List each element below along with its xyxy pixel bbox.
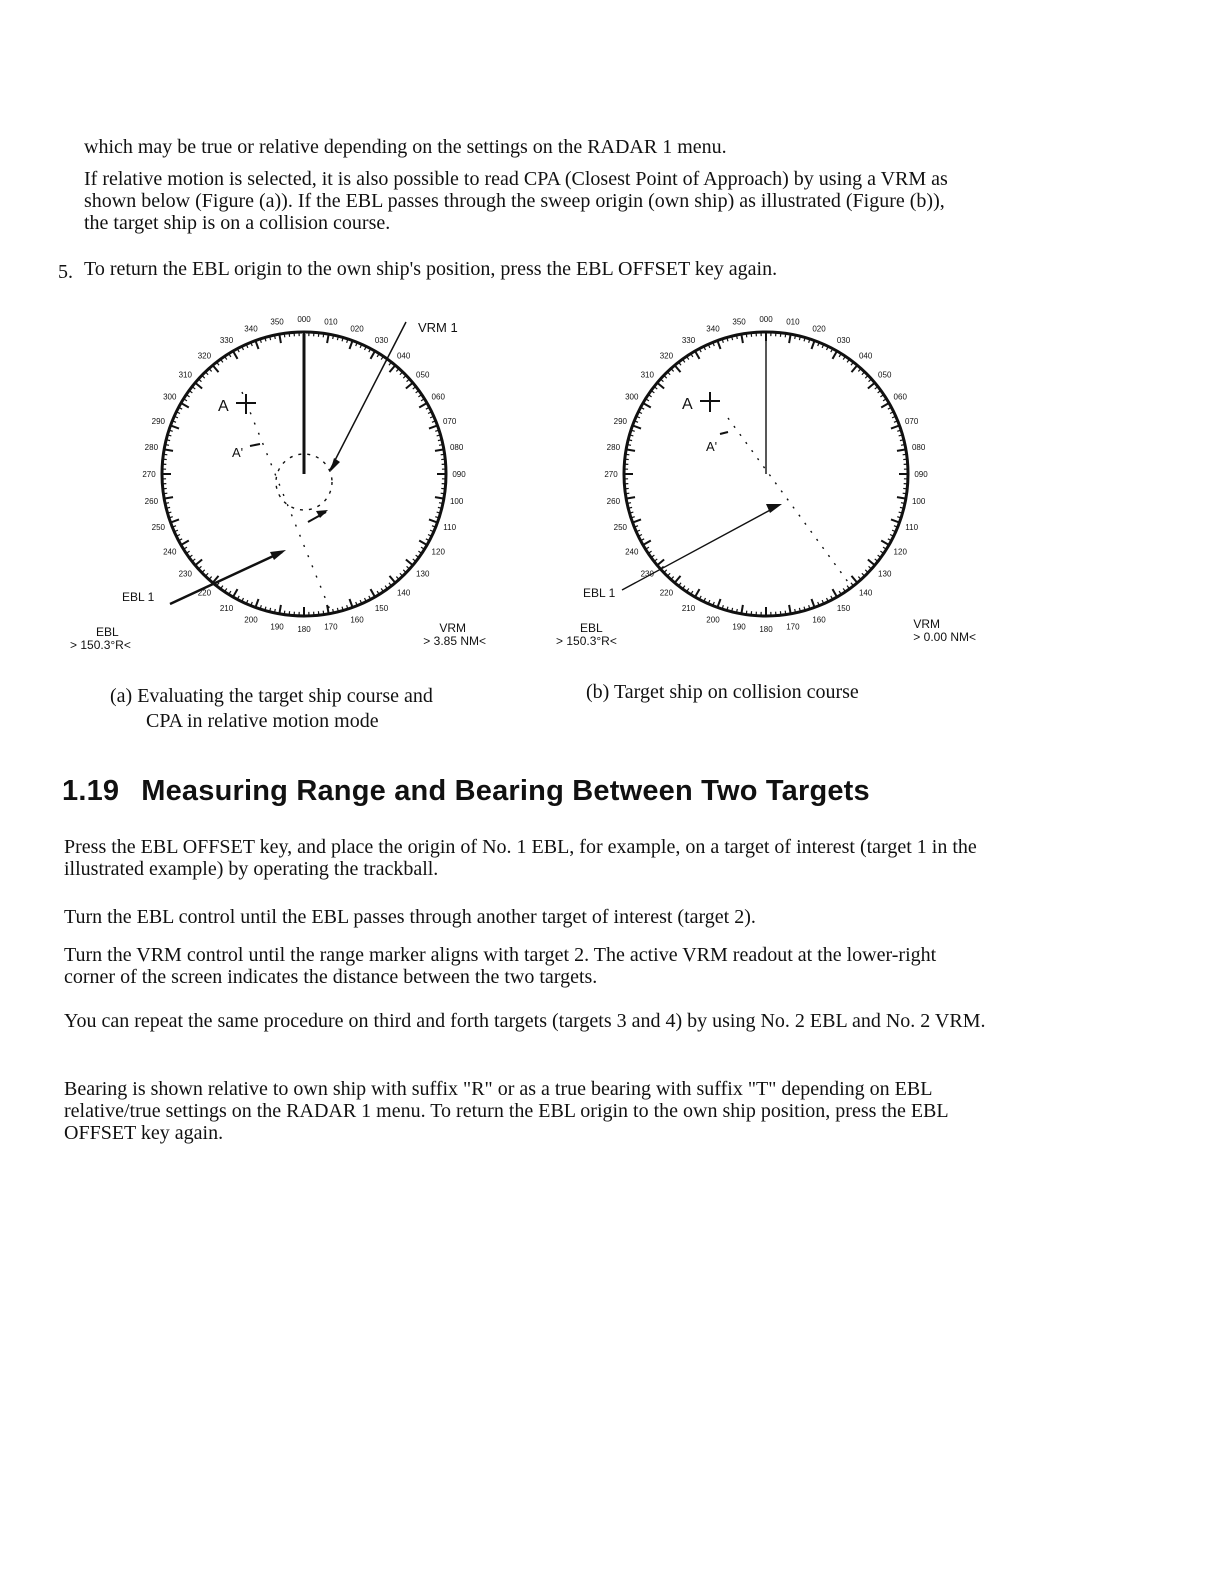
bearing-label: 330 xyxy=(219,335,234,345)
bearing-label: 170 xyxy=(786,622,800,632)
bearing-label: 290 xyxy=(151,416,166,426)
bearing-label: 130 xyxy=(416,569,430,579)
step-number: 5. xyxy=(58,261,73,283)
bearing-tick xyxy=(833,589,838,597)
bearing-tick xyxy=(327,334,329,343)
bearing-tick xyxy=(164,449,173,451)
bearing-tick xyxy=(657,383,664,389)
bearing-label: 340 xyxy=(244,324,258,334)
target-cross-a xyxy=(236,394,256,414)
bearing-tick xyxy=(323,333,324,337)
bearing-label: 170 xyxy=(324,622,338,632)
bearing-label: 250 xyxy=(151,523,166,533)
ebl-readout-b xyxy=(556,622,617,648)
vrm-readout-a xyxy=(380,622,486,648)
vrm-readout-value-b: > 0.00 NM< xyxy=(913,630,976,644)
bearing-tick xyxy=(279,605,281,614)
bearing-tick xyxy=(181,403,189,408)
bearing-label: 050 xyxy=(416,370,430,380)
cpa-paragraph: If relative motion is selected, it is also possible to read CPA (Closest Point of Approach) by using a VRM as shown below (Figure (a)). If the EBL passes through the sweep origin (own ship) as illustrated (Figure (b)), the target ship is on a collision course. xyxy=(84,168,948,234)
bearing-tick xyxy=(627,503,631,504)
bearing-label: 220 xyxy=(197,588,212,598)
bearing-tick xyxy=(795,609,796,613)
bearing-label: 280 xyxy=(606,443,621,453)
vrm-arrowhead-a xyxy=(330,458,340,472)
bearing-label: 340 xyxy=(706,324,720,334)
bearing-label: 210 xyxy=(219,604,234,614)
bearing-label: 160 xyxy=(812,615,826,625)
bearing-label: 290 xyxy=(613,416,628,426)
section-paragraph: Press the EBL OFFSET key, and place the origin of No. 1 EBL, for example, on a target of interest (target 1 in the illustrated example) by operating the trackball. xyxy=(64,836,977,880)
bearing-tick xyxy=(406,559,413,565)
ebl-readout-value-b: > 150.3°R< xyxy=(556,634,617,648)
bearing-tick xyxy=(333,335,334,339)
bearing-label: 280 xyxy=(144,443,159,453)
bearing-label: 010 xyxy=(786,317,800,327)
vrm-1-label: VRM 1 xyxy=(418,320,458,335)
bearing-label: 250 xyxy=(613,523,628,533)
bearing-tick xyxy=(274,609,275,613)
vrm-readout-value-a: > 3.85 NM< xyxy=(423,634,486,648)
bearing-tick xyxy=(429,519,437,522)
bearing-label: 240 xyxy=(163,547,177,557)
bearing-label: 090 xyxy=(914,470,928,479)
bearing-label: 060 xyxy=(431,392,445,402)
bearing-tick xyxy=(901,503,905,504)
bearing-label: 190 xyxy=(270,622,284,632)
bearing-tick xyxy=(868,559,875,565)
bearing-label: 040 xyxy=(396,351,411,361)
bearing-tick xyxy=(213,365,219,372)
bearing-tick xyxy=(406,383,413,389)
bearing-label: 190 xyxy=(732,622,746,632)
bearing-tick xyxy=(833,351,838,359)
bearing-tick xyxy=(419,541,427,546)
bearing-label: 100 xyxy=(449,496,464,506)
bearing-label: 310 xyxy=(640,370,654,380)
bearing-tick xyxy=(233,589,238,597)
bearing-tick xyxy=(897,449,906,451)
bearing-tick xyxy=(746,333,747,337)
bearing-label: 210 xyxy=(681,604,696,614)
bearing-tick xyxy=(795,335,796,339)
bearing-tick xyxy=(746,611,747,615)
target-track-b xyxy=(728,418,848,582)
bearing-tick xyxy=(741,334,743,343)
bearing-label: 320 xyxy=(197,351,212,361)
section-heading xyxy=(62,775,870,808)
section-paragraph: Turn the VRM control until the range marker aligns with target 2. The active VRM readout at the lower-right corner of the screen indicates the distance between the two targets. xyxy=(64,944,937,988)
bearing-label: 300 xyxy=(163,392,177,402)
bearing-tick xyxy=(903,454,907,455)
bearing-label: 180 xyxy=(297,625,311,634)
bearing-tick xyxy=(195,383,202,389)
bearing-tick xyxy=(441,493,445,494)
bearing-tick xyxy=(675,576,681,583)
bearing-tick xyxy=(868,383,875,389)
bearing-label: 030 xyxy=(836,335,851,345)
bearing-label: 330 xyxy=(681,335,696,345)
bearing-label: 140 xyxy=(858,588,873,598)
bearing-tick xyxy=(626,497,635,499)
bearing-label: 000 xyxy=(759,315,773,324)
bearing-label: 220 xyxy=(659,588,674,598)
bearing-tick xyxy=(389,365,395,372)
bearing-tick xyxy=(323,611,324,615)
vrm-leader-a xyxy=(330,322,406,470)
bearing-tick xyxy=(195,559,202,565)
bearing-tick xyxy=(349,599,352,607)
bearing-tick xyxy=(164,497,173,499)
bearing-label: 120 xyxy=(431,547,445,557)
bearing-tick xyxy=(274,335,275,339)
bearing-label: 300 xyxy=(625,392,639,402)
bearing-tick xyxy=(255,599,258,607)
bearing-tick xyxy=(881,541,889,546)
bearing-label: 200 xyxy=(244,615,258,625)
bearing-tick xyxy=(881,403,889,408)
bearing-label: 270 xyxy=(604,470,618,479)
bearing-tick xyxy=(633,519,641,522)
bearing-tick xyxy=(736,609,737,613)
bearing-tick xyxy=(897,497,906,499)
bearing-tick xyxy=(717,599,720,607)
bearing-tick xyxy=(811,341,814,349)
target-b-label: A xyxy=(682,396,693,413)
bearing-tick xyxy=(165,444,169,445)
bearing-tick xyxy=(741,605,743,614)
bearing-tick xyxy=(736,335,737,339)
target-a-prime-mark xyxy=(250,444,260,446)
bearing-tick xyxy=(171,519,179,522)
bearing-label: 020 xyxy=(812,324,826,334)
bearing-label: 200 xyxy=(706,615,720,625)
bearing-tick xyxy=(891,425,899,428)
bearing-label: 110 xyxy=(905,523,919,533)
bearing-tick xyxy=(233,351,238,359)
bearing-label: 270 xyxy=(142,470,156,479)
bearing-tick xyxy=(371,589,376,597)
caption-b: (b) Target ship on collision course xyxy=(586,681,859,703)
bearing-label: 050 xyxy=(878,370,892,380)
bearing-label: 110 xyxy=(443,523,457,533)
bearing-label: 080 xyxy=(911,443,926,453)
bearing-label: 060 xyxy=(893,392,907,402)
target-track-a xyxy=(242,392,330,610)
bearing-tick xyxy=(695,351,700,359)
target-a-label: A xyxy=(218,398,229,415)
section-title: Measuring Range and Bearing Between Two Targets xyxy=(141,775,870,807)
bearing-label: 020 xyxy=(350,324,364,334)
bearing-label: 130 xyxy=(878,569,892,579)
bearing-label: 150 xyxy=(374,604,389,614)
bearing-label: 230 xyxy=(640,569,654,579)
bearing-tick xyxy=(851,576,857,583)
ebl-marker-b: EBL 1 xyxy=(583,586,616,600)
bearing-tick xyxy=(441,454,445,455)
bearing-tick xyxy=(643,403,651,408)
bearing-label: 000 xyxy=(297,315,311,324)
bearing-label: 100 xyxy=(911,496,926,506)
ebl-marker-a: EBL 1 xyxy=(122,590,155,604)
bearing-tick xyxy=(626,449,635,451)
bearing-tick xyxy=(333,609,334,613)
bearing-tick xyxy=(349,341,352,349)
bearing-label: 070 xyxy=(904,416,919,426)
bearing-tick xyxy=(284,333,285,337)
bearing-label: 260 xyxy=(144,496,159,506)
bearing-tick xyxy=(695,589,700,597)
bearing-label: 030 xyxy=(374,335,389,345)
bearing-label: 160 xyxy=(350,615,364,625)
bearing-label: 230 xyxy=(178,569,192,579)
bearing-tick xyxy=(789,605,791,614)
ebl-readout-a xyxy=(70,626,131,652)
section-paragraph: Bearing is shown relative to own ship with suffix "R" or as a true bearing with suffix "T" depending on EBL relative/true settings on the RADAR 1 menu. To return the EBL origin to the own ship position, press the EBL OFFSET key again. xyxy=(64,1078,948,1144)
bearing-tick xyxy=(429,425,437,428)
radar-figure-b xyxy=(560,310,960,640)
caption-a-line-2: CPA in relative motion mode xyxy=(146,710,379,732)
bearing-tick xyxy=(163,493,167,494)
bearing-label: 090 xyxy=(452,470,466,479)
caption-a-line-1: (a) Evaluating the target ship course and xyxy=(110,685,433,707)
bearing-tick xyxy=(371,351,376,359)
ebl-readout-label-b: EBL xyxy=(580,621,603,635)
bearing-label: 120 xyxy=(893,547,907,557)
bearing-tick xyxy=(643,541,651,546)
bearing-tick xyxy=(439,503,443,504)
bearing-label: 010 xyxy=(324,317,338,327)
bearing-label: 260 xyxy=(606,496,621,506)
bearing-tick xyxy=(389,576,395,583)
ebl-readout-label-a: EBL xyxy=(96,625,119,639)
bearing-tick xyxy=(851,365,857,372)
vrm-readout-label-b: VRM xyxy=(913,617,940,631)
bearing-label: 150 xyxy=(836,604,851,614)
bearing-label: 350 xyxy=(270,317,284,327)
bearing-tick xyxy=(163,454,167,455)
target-b-prime-mark xyxy=(720,432,728,434)
bearing-tick xyxy=(419,403,427,408)
bearing-tick xyxy=(903,493,907,494)
step-5-text: To return the EBL origin to the own ship's position, press the EBL OFFSET key again. xyxy=(84,258,778,280)
bearing-label: 040 xyxy=(858,351,873,361)
intro-line: which may be true or relative depending on the settings on the RADAR 1 menu. xyxy=(84,136,727,158)
bearing-label: 070 xyxy=(442,416,457,426)
bearing-tick xyxy=(625,493,629,494)
bearing-label: 320 xyxy=(659,351,674,361)
target-a-prime-label: A' xyxy=(232,445,244,460)
bearing-tick xyxy=(901,444,905,445)
bearing-tick xyxy=(785,611,786,615)
bearing-label: 310 xyxy=(178,370,192,380)
bearing-tick xyxy=(675,365,681,372)
bearing-tick xyxy=(627,444,631,445)
bearing-label: 240 xyxy=(625,547,639,557)
bearing-label: 080 xyxy=(449,443,464,453)
bearing-tick xyxy=(891,519,899,522)
bearing-tick xyxy=(789,334,791,343)
vrm-readout-label-a: VRM xyxy=(439,621,466,635)
bearing-label: 140 xyxy=(396,588,411,598)
section-number: 1.19 xyxy=(62,775,120,807)
bearing-tick xyxy=(255,341,258,349)
bearing-tick xyxy=(171,425,179,428)
bearing-tick xyxy=(439,444,443,445)
bearing-tick xyxy=(435,497,444,499)
ebl-readout-value-a: > 150.3°R< xyxy=(70,638,131,652)
bearing-tick xyxy=(181,541,189,546)
target-b-prime-label: A' xyxy=(706,439,718,454)
section-paragraph: You can repeat the same procedure on third and forth targets (targets 3 and 4) by using No. 2 EBL and No. 2 VRM. xyxy=(64,1010,986,1032)
ebl-arrowhead-a xyxy=(270,550,286,560)
bearing-tick xyxy=(811,599,814,607)
bearing-tick xyxy=(625,454,629,455)
bearing-label: 350 xyxy=(732,317,746,327)
bearing-tick xyxy=(657,559,664,565)
bearing-tick xyxy=(785,333,786,337)
bearing-label: 180 xyxy=(759,625,773,634)
bearing-tick xyxy=(717,341,720,349)
section-paragraph: Turn the EBL control until the EBL passes through another target of interest (target 2). xyxy=(64,906,756,928)
bearing-tick xyxy=(633,425,641,428)
target-cross-b xyxy=(700,392,720,412)
bearing-tick xyxy=(284,611,285,615)
bearing-tick xyxy=(435,449,444,451)
bearing-tick xyxy=(165,503,169,504)
vrm-readout-b xyxy=(868,618,976,644)
bearing-tick xyxy=(279,334,281,343)
